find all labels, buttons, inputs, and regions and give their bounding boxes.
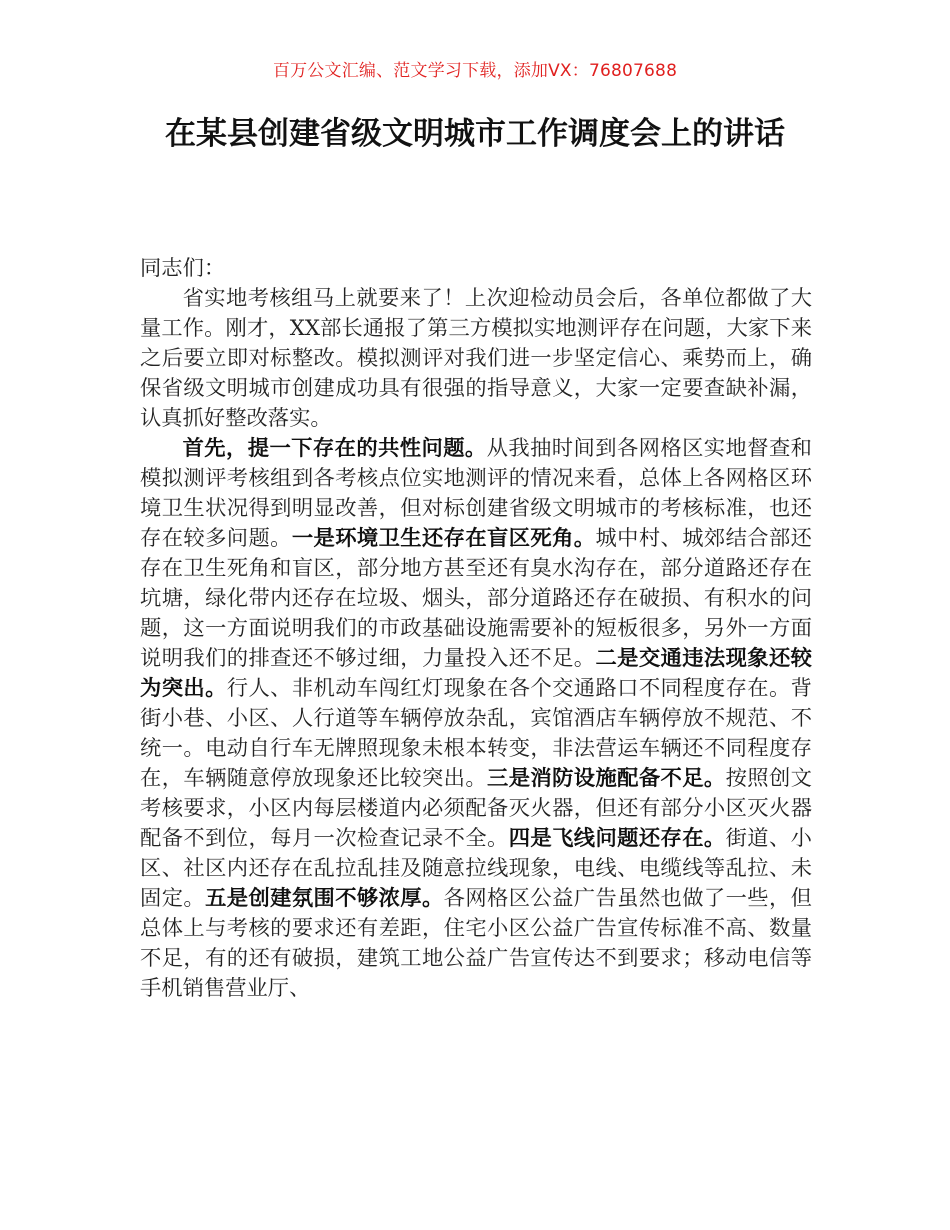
salutation: 同志们： — [140, 256, 226, 281]
paragraph-common-problems — [140, 434, 812, 1004]
paragraph-intro: 省实地考核组马上就要来了！上次迎检动员会后，各单位都做了大量工作。刚才，XX部长通报了第三方模拟实地测评存在问题，大家下来之后要立即对标整改。模拟测评对我们进一步坚定信心、乘势而上，确保省级文明城市创建成功具有很强的指导意义，大家一定要查缺补漏，认真抓好整改落实。 — [140, 286, 812, 431]
point-heading-traffic: 二是交通违法现象还较为突出。 — [140, 646, 812, 701]
point-heading-flying-wires: 四是飞线问题还存在。 — [508, 826, 726, 851]
section-intro-text: 从我抽时间到各网格区实地督查和模拟测评考核组到各考核点位实地测评的情况来看，总体上各网格区环境卫生状况得到明显改善，但对标创建省级文明城市的考核标准，也还存在较多问题。 — [140, 436, 812, 551]
promo-header-note: 百万公文汇编、范文学习下载，添加VX：76807688 — [272, 61, 678, 81]
point-text-atmosphere: 各网格区公益广告虽然也做了一些，但总体上与考核的要求还有差距，住宅小区公益广告宣传标准不高、数量不足，有的还有破损，建筑工地公益广告宣传达不到要求；移动电信等手机销售营业厅、 — [140, 886, 812, 1001]
point-text-sanitation: 城中村、城郊结合部还存在卫生死角和盲区，部分地方甚至还有臭水沟存在，部分道路还存在坑塘，绿化带内还存在垃圾、烟头，部分道路还存在破损、有积水的问题，这一方面说明我们的市政基础设施需要补的短板很多，另外一方面说明我们的排查还不够过细，力量投入还不足。 — [140, 526, 812, 671]
point-heading-atmosphere: 五是创建氛围不够浓厚。 — [205, 886, 444, 911]
section-heading-common-problems: 首先，提一下存在的共性问题。 — [182, 436, 487, 461]
point-text-traffic: 行人、非机动车闯红灯现象在各个交通路口不同程度存在。背街小巷、小区、人行道等车辆停放杂乱，宾馆酒店车辆停放不规范、不统一。电动自行车无牌照现象未根本转变，非法营运车辆还不同程度存在，车辆随意停放现象还比较突出。 — [140, 676, 812, 791]
document-title: 在某县创建省级文明城市工作调度会上的讲话 — [165, 116, 785, 152]
point-heading-fire-safety: 三是消防设施配备不足。 — [487, 766, 726, 791]
point-heading-sanitation: 一是环境卫生还存在盲区死角。 — [291, 526, 596, 551]
point-text-flying-wires: 街道、小区、社区内还存在乱拉乱挂及随意拉线现象，电线、电缆线等乱拉、未固定。 — [140, 826, 812, 911]
document-body — [140, 254, 812, 1004]
point-text-fire-safety: 按照创文考核要求，小区内每层楼道内必须配备灭火器，但还有部分小区灭火器配备不到位，每月一次检查记录不全。 — [140, 766, 812, 851]
